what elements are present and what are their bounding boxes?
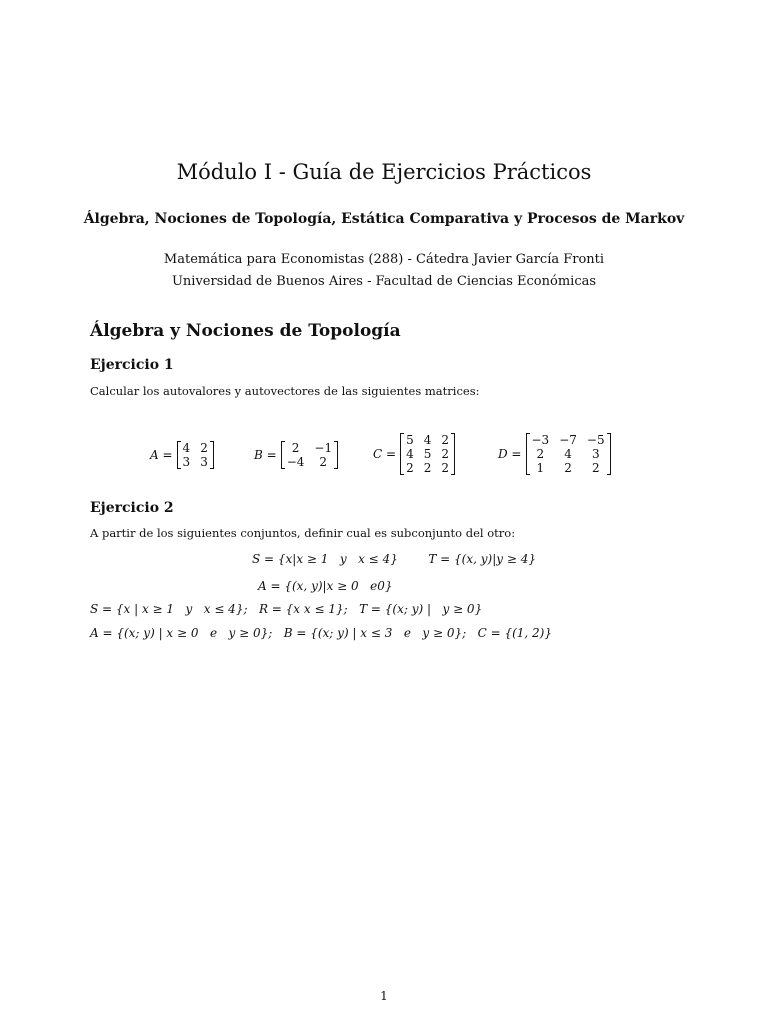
set-definitions-line-3: S = {x | x ≥ 1 y x ≤ 4}; R = {x x ≤ 1}; T = {(x; y) | y ≥ 0} (90, 602, 483, 616)
matrix-cell: −7 (559, 433, 577, 447)
matrix-cell: 4 (182, 441, 191, 455)
right-bracket (210, 441, 214, 469)
section-heading: Álgebra y Nociones de Topología (90, 321, 401, 341)
matrix-cell: 5 (423, 447, 432, 461)
matrix-d (498, 433, 611, 475)
exercise-1-text: Calcular los autovalores y autovectores de las siguientes matrices: (90, 384, 480, 398)
matrix-label: D = (498, 447, 522, 461)
university-line: Universidad de Buenos Aires - Facultad de Ciencias Económicas (171, 274, 597, 289)
course-line: Matemática para Economistas (288) - Cátedra Javier García Fronti (163, 252, 605, 267)
matrix-b (254, 441, 338, 469)
matrix-cell: 2 (441, 433, 449, 447)
exercise-2-text: A partir de los siguientes conjuntos, definir cual es subconjunto del otro: (90, 526, 516, 540)
document-subtitle: Álgebra, Nociones de Topología, Estática Comparativa y Procesos de Markov (83, 211, 685, 227)
matrix-label: A = (150, 448, 173, 462)
matrix-cell: 2 (291, 441, 300, 455)
matrix-cell: 2 (564, 461, 572, 475)
set-definitions-line-2: A = {(x, y)|x ≥ 0 e0} (258, 579, 393, 593)
matrix-cell: 2 (441, 461, 449, 475)
matrix-label: B = (254, 448, 277, 462)
matrix-cell: 3 (182, 455, 191, 469)
right-bracket (607, 433, 611, 475)
matrix-cell: 5 (406, 433, 414, 447)
matrix-cell: 4 (423, 433, 432, 447)
matrix-cell: 2 (423, 461, 432, 475)
matrix-a (150, 441, 214, 469)
matrix-c (373, 433, 455, 475)
matrix-cell: 2 (441, 447, 449, 461)
matrix-entries (530, 433, 607, 475)
right-bracket (451, 433, 455, 475)
matrix-cell: 2 (536, 447, 545, 461)
matrix-entries (285, 441, 334, 469)
matrix-cell: −5 (586, 433, 605, 447)
set-definitions-line-1: S = {x|x ≥ 1 y x ≤ 4} T = {(x, y)|y ≥ 4} (252, 552, 536, 566)
matrix-cell: 1 (536, 461, 545, 475)
matrix-cell: 2 (591, 461, 600, 475)
exercise-1-heading: Ejercicio 1 (90, 357, 174, 373)
matrix-cell: −1 (314, 441, 333, 455)
matrix-cell: −3 (531, 433, 550, 447)
matrix-entries (404, 433, 451, 475)
set-definitions-line-4: A = {(x; y) | x ≥ 0 e y ≥ 0}; B = {(x; y) | x ≤ 3 e y ≥ 0}; C = {(1, 2)} (90, 626, 552, 640)
document-title: Módulo I - Guía de Ejercicios Prácticos (176, 160, 592, 184)
matrix-cell: 3 (200, 455, 208, 469)
page-number: 1 (380, 989, 388, 1003)
matrix-entries (181, 441, 210, 469)
matrix-cell: 4 (564, 447, 572, 461)
exercise-2-heading: Ejercicio 2 (90, 500, 174, 516)
matrix-cell: 2 (406, 461, 414, 475)
matrix-cell: −4 (286, 455, 305, 469)
right-bracket (334, 441, 338, 469)
matrix-cell: 2 (319, 455, 328, 469)
matrix-label: C = (373, 447, 397, 461)
matrix-cell: 3 (591, 447, 600, 461)
matrix-cell: 4 (406, 447, 414, 461)
matrix-cell: 2 (200, 441, 208, 455)
